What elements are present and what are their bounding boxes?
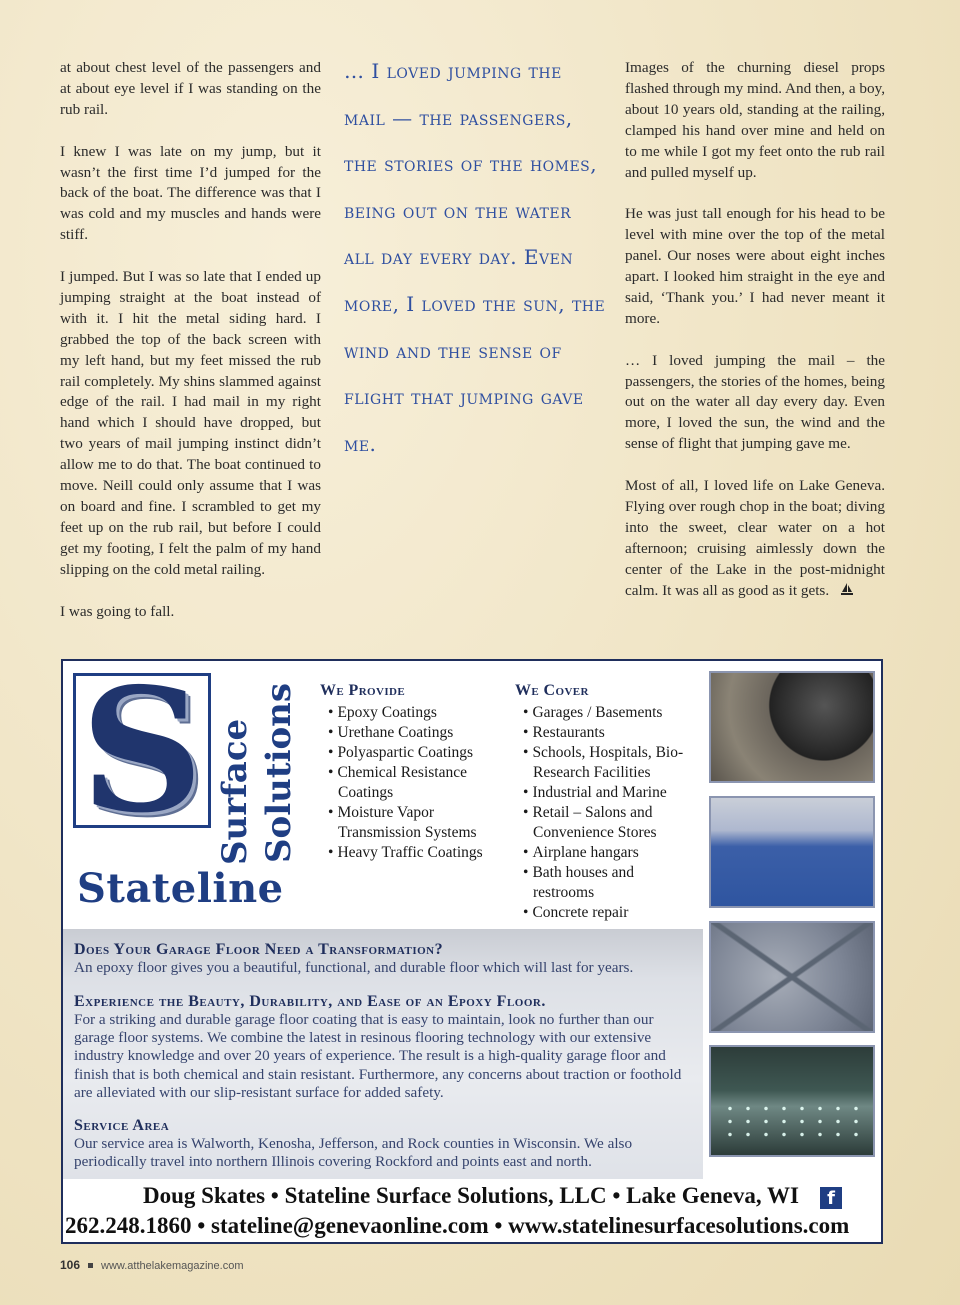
list-item: • Moisture Vapor Transmission Systems	[328, 803, 510, 843]
ad-section-text: Our service area is Walworth, Kenosha, Jefferson, and Rock counties in Wisconsin. We also periodically travel into northern Illinois covering Rockford and points east and north.	[74, 1135, 633, 1171]
article-paragraph: I was going to fall.	[60, 602, 175, 620]
article-paragraph: at about chest level of the passengers and at about eye level if I was standing on the rub rail.	[60, 59, 321, 118]
we-cover-list	[515, 681, 695, 923]
we-provide-heading: We Provide	[320, 682, 406, 699]
ad-section-heading: Does Your Garage Floor Need a Transformation?	[74, 941, 444, 958]
logo-letter: S	[80, 659, 204, 851]
we-cover-heading: We Cover	[515, 682, 589, 699]
list-item: • Restaurants	[523, 723, 695, 743]
contact-name-line: Doug Skates • Stateline Surface Solutions, LLC • Lake Geneva, WI	[143, 1183, 799, 1208]
article-paragraph-last	[625, 476, 885, 601]
article-column-left	[60, 58, 321, 643]
warehouse-floor-photo	[709, 1045, 875, 1157]
list-item: • Bath houses and restrooms	[523, 863, 695, 903]
logo-word-stateline: Stateline	[77, 865, 284, 912]
page-footer	[60, 1258, 244, 1272]
ad-section-heading: Service Area	[74, 1117, 170, 1134]
list-item: • Industrial and Marine	[523, 783, 695, 803]
we-provide-list	[320, 681, 510, 863]
ad-section-text: For a striking and durable garage floor coating that is easy to maintain, look no further than our garage floor systems. We combine the latest in resinous flooring technology with our extensive industry knowledge and over 20 years of experience. The result is a high-quality garage floor and finish that is both chemical and stain resistant. Furthermore, any concerns about traction or foothold are alleviated with our slip-resistant surface for added safety.	[74, 1011, 682, 1101]
separator-square-icon	[88, 1263, 93, 1268]
pull-quote: … I loved jumping the mail — the passengers, the stories of the homes, being out on the water all day every day. Even more, I loved the sun, the wind and the sense of flight that jumping gave me.	[344, 59, 606, 456]
facebook-icon[interactable]: f	[820, 1187, 842, 1209]
stateline-advertisement	[61, 659, 883, 1244]
ad-section	[74, 993, 694, 1102]
list-item: • Urethane Coatings	[328, 723, 510, 743]
garage-floor-photo	[709, 671, 875, 783]
ad-section	[74, 941, 694, 977]
logo-word-solutions: Solutions	[259, 682, 299, 863]
list-item: • Epoxy Coatings	[328, 703, 510, 723]
contact-details-line: 262.248.1860 • stateline@genevaonline.com • www.statelinesurfacesolutions.com	[65, 1213, 850, 1238]
site-url: www.atthelakemagazine.com	[101, 1260, 244, 1272]
logo-s-box	[73, 659, 211, 851]
logo-vertical-text	[215, 673, 305, 863]
list-item: • Heavy Traffic Coatings	[328, 843, 510, 863]
list-item: • Concrete repair	[523, 903, 695, 923]
list-item: • Airplane hangars	[523, 843, 695, 863]
ad-description	[63, 929, 703, 1179]
list-item: • Garages / Basements	[523, 703, 695, 723]
list-item: • Schools, Hospitals, Bio-Research Facilities	[523, 743, 695, 783]
ad-section-text: An epoxy floor gives you a beautiful, functional, and durable floor which will last for years.	[74, 959, 634, 976]
article-column-right	[625, 58, 885, 622]
blue-epoxy-floor-photo	[709, 796, 875, 908]
page-number: 106	[60, 1258, 81, 1272]
list-item: • Polyaspartic Coatings	[328, 743, 510, 763]
stone-floor-photo	[709, 921, 875, 1033]
list-item: • Retail – Salons and Convenience Stores	[523, 803, 695, 843]
article-paragraph-text: Most of all, I loved life on Lake Geneva. Flying over rough chop in the boat; diving into the sweet, clear water on a hot afternoon; cruising aimlessly down the center of the Lake in the post-midnight calm. It was all as good as it gets.	[625, 477, 885, 599]
article-paragraph: I knew I was late on my jump, but it wasn’t the first time I’d jumped for the back of the boat. The difference was that I was cold and my muscles and hands were stiff.	[60, 142, 321, 244]
ad-contact-footer	[63, 1181, 881, 1244]
article-paragraph: I jumped. But I was so late that I ended up jumping straight at the boat instead of with it. I hit the metal siding hard. I grabbed the top of the back screen with my left hand, but my feet missed the rub rail completely. My shins slammed against edge of the rail. I had mail in my right hand which I should have dropped, but two years of mail jumping instinct didn’t allow me to do that. The boat continued to move. Neill could only assume that I was on board and fine. I scrambled to get my feet up on the rub rail, but before I could get my footing, I felt the palm of my hand slipping on the cold metal railing.	[60, 268, 321, 578]
article-paragraph: Images of the churning diesel props flashed through my mind. And then, a boy, about 10 years old, standing at the railing, clamped his hand over mine and held on to me while I got my feet onto the rub rail and pulled myself up.	[625, 59, 885, 181]
list-item: • Chemical Resistance Coatings	[328, 763, 510, 803]
article-paragraph: … I loved jumping the mail – the passengers, the stories of the homes, being out on the water all day every day. Even more, I loved the sun, the wind and the sense of flight that jumping gave me.	[625, 351, 885, 453]
ad-section-heading: Experience the Beauty, Durability, and Ease of an Epoxy Floor.	[74, 993, 546, 1010]
sailboat-icon	[841, 583, 853, 595]
ad-section	[74, 1117, 694, 1171]
article-paragraph: He was just tall enough for his head to be level with mine over the top of the metal panel. Our noses were about eight inches apart. I looked him straight in the eye and said, ‘Thank you.’ I had never meant it more.	[625, 205, 885, 327]
logo-word-surface: Surface	[215, 718, 255, 865]
